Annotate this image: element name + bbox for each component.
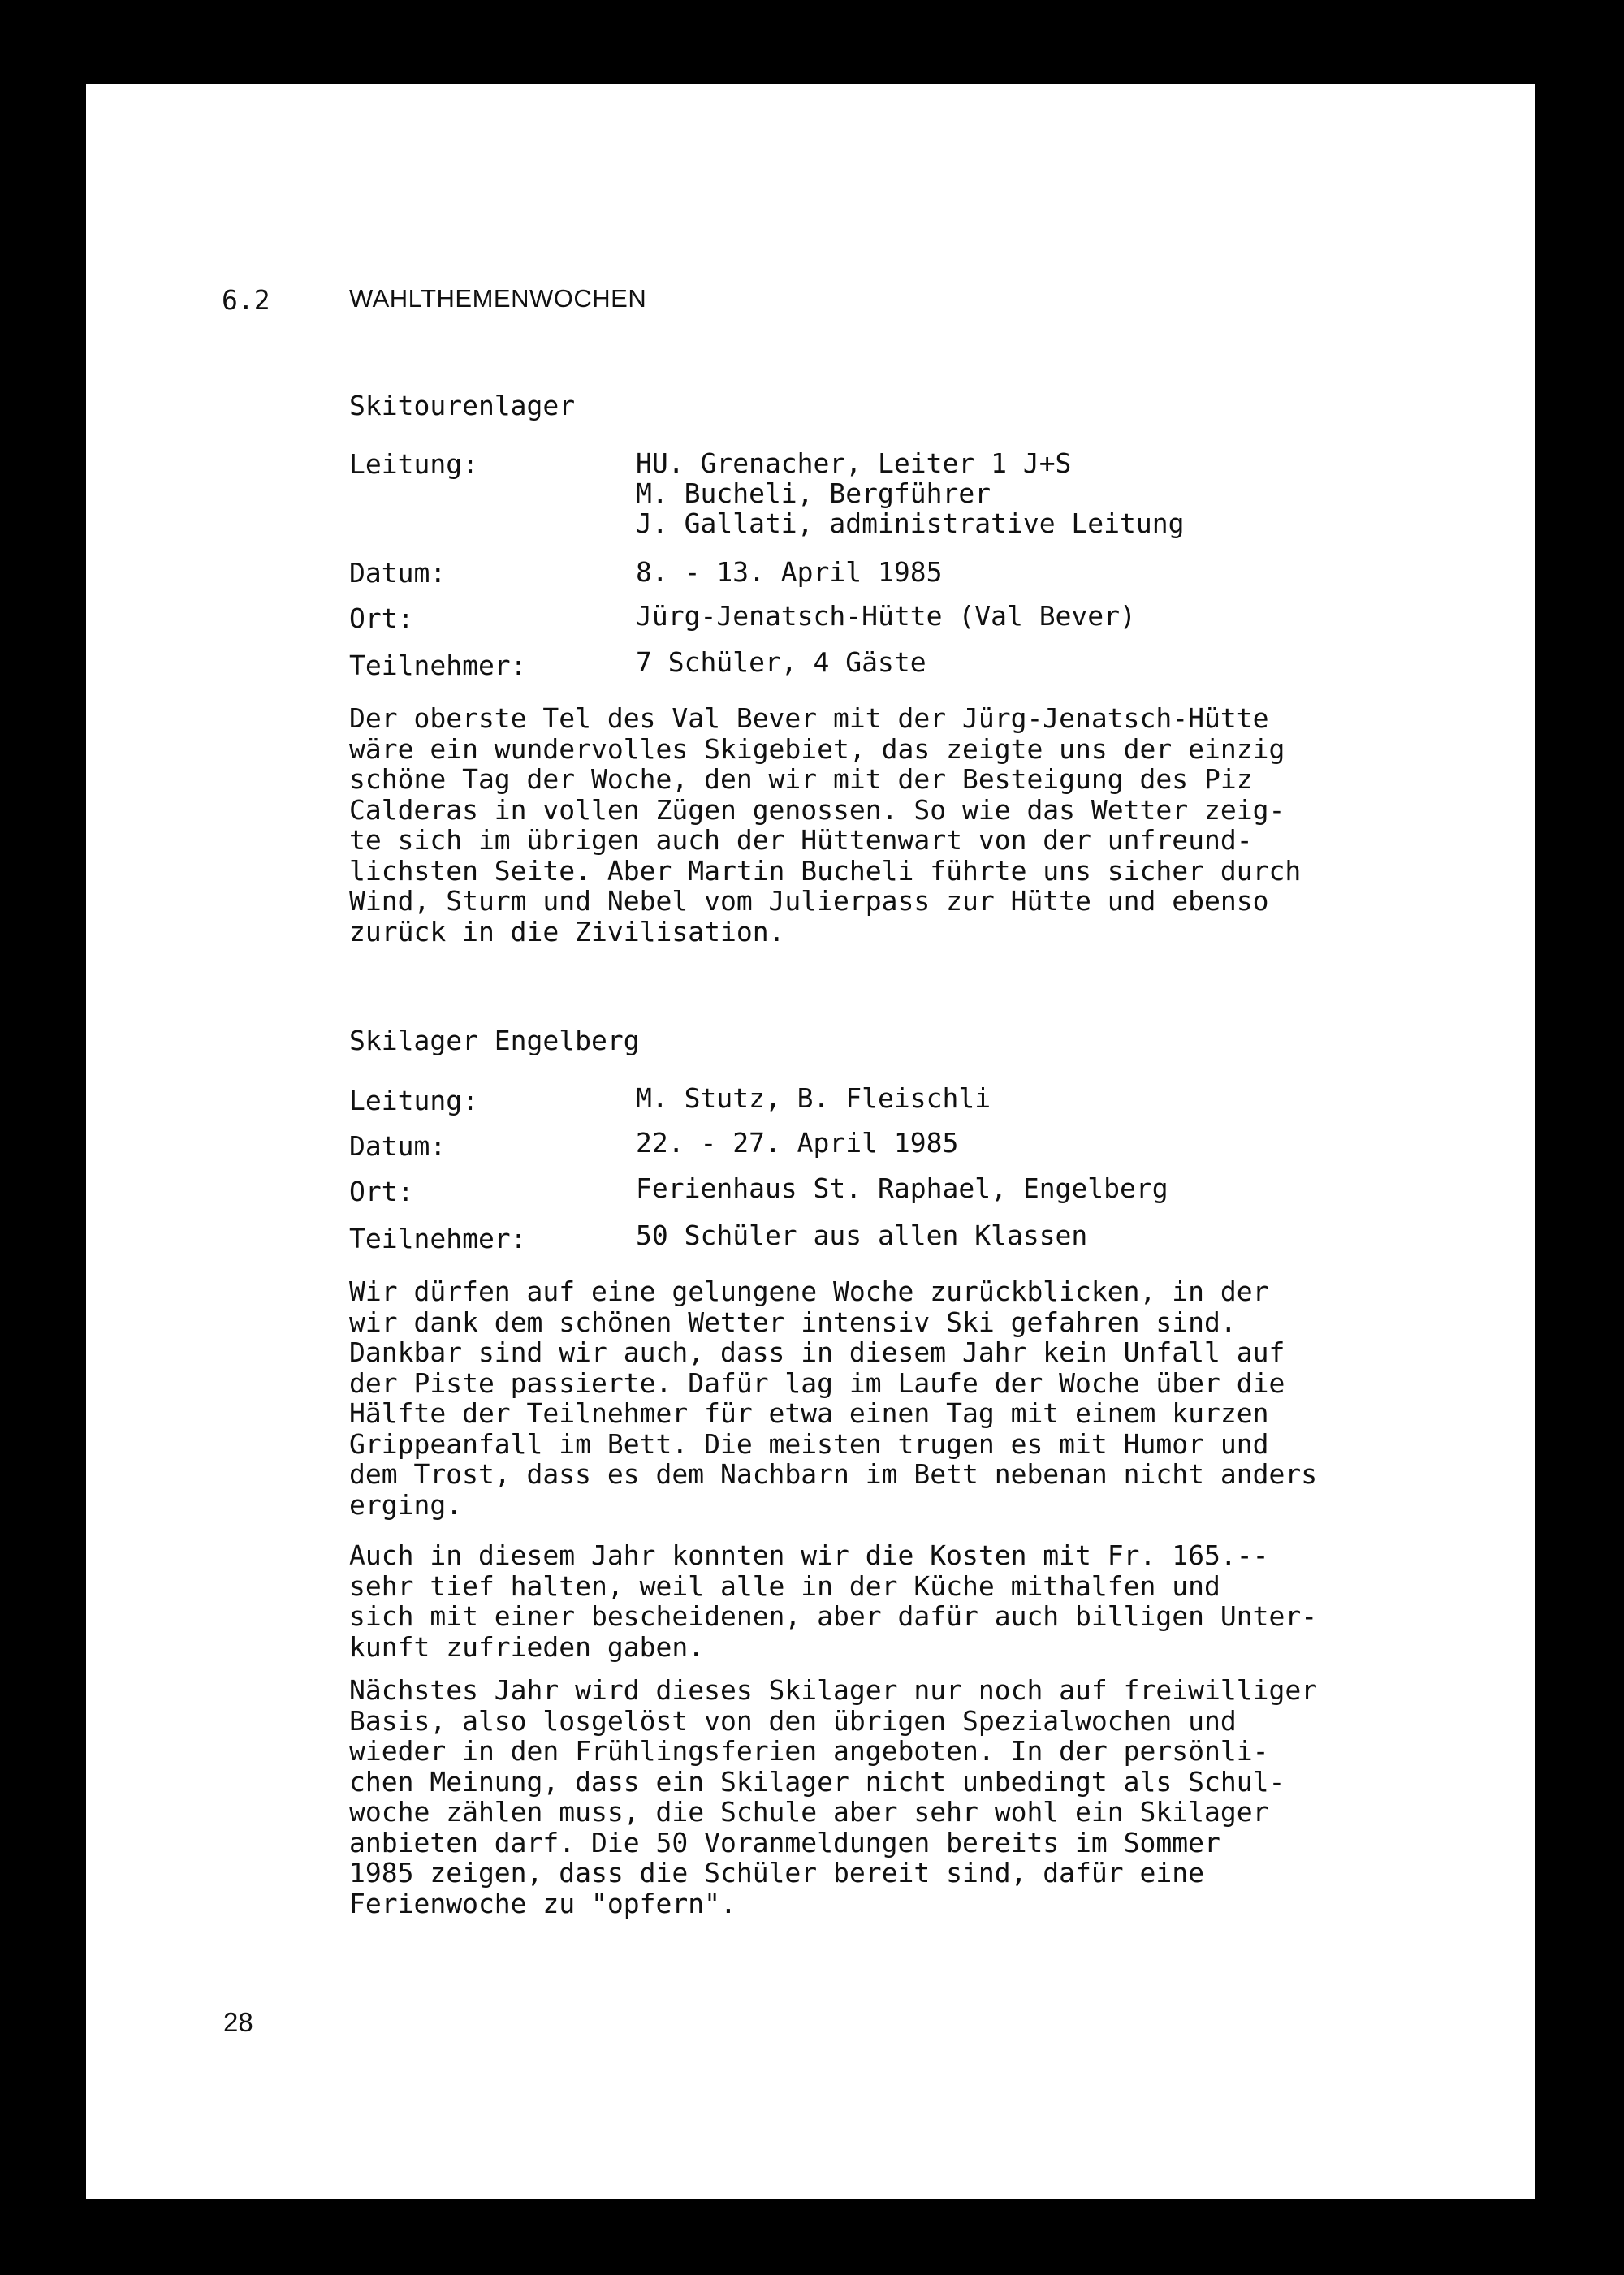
field-label-leitung: Leitung:: [349, 1085, 478, 1116]
paragraph: Nächstes Jahr wird dieses Skilager nur noch auf freiwilliger Basis, also losgelöst von den übrigen Spezialwochen und wieder in den Frühlingsferien angeboten. In der persönli- chen Meinung, dass ein Skilager nicht unbedingt als Schul- woche zählen muss, die Schule aber sehr wohl ein Skilager anbieten darf. Die 50 Voranmeldungen bereits im Sommer 1985 zeigen, dass die Schüler bereit sind, dafür eine Ferienwoche zu "opfern".: [349, 1674, 1318, 1919]
paragraph: Wir dürfen auf eine gelungene Woche zurückblicken, in der wir dank dem schönen Wetter intensiv Ski gefahren sind. Dankbar sind wir auch, dass in diesem Jahr kein Unfall auf der Piste passierte. Dafür lag im Laufe der Woche über die Hälfte der Teilnehmer für etwa einen Tag mit einem kurzen Grippeanfall im Bett. Die meisten trugen es mit Humor und dem Trost, dass es dem Nachbarn im Bett nebenan nicht anders erging.: [349, 1276, 1318, 1521]
chapter-title: WAHLTHEMENWOCHEN: [349, 284, 647, 313]
field-value-leitung: HU. Grenacher, Leiter 1 J+S M. Bucheli, Bergführer J. Gallati, administrative Leitung: [636, 447, 1185, 539]
section-title: Skilager Engelberg: [349, 1025, 640, 1056]
field-label-teilnehmer: Teilnehmer:: [349, 1223, 527, 1254]
field-value-leitung: M. Stutz, B. Fleischli: [636, 1082, 991, 1114]
field-value-ort: Ferienhaus St. Raphael, Engelberg: [636, 1172, 1168, 1204]
field-label-datum: Datum:: [349, 1130, 447, 1162]
section-title: Skitourenlager: [349, 390, 576, 421]
field-value-datum: 22. - 27. April 1985: [636, 1127, 959, 1159]
field-label-leitung: Leitung:: [349, 448, 478, 480]
field-value-teilnehmer: 50 Schüler aus allen Klassen: [636, 1220, 1088, 1251]
chapter-number: 6.2: [222, 284, 270, 316]
field-value-teilnehmer: 7 Schüler, 4 Gäste: [636, 646, 926, 678]
field-label-datum: Datum:: [349, 557, 447, 589]
document-page: [86, 84, 1535, 2199]
field-label-ort: Ort:: [349, 602, 414, 634]
paragraph: Der oberste Tel des Val Bever mit der Jürg-Jenatsch-Hütte wäre ein wundervolles Skigebiet, das zeigte uns der einzig schöne Tag der Woche, den wir mit der Besteigung des Piz Calderas in vollen Zügen genossen. So wie das Wetter zeig- te sich im übrigen auch der Hüttenwart von der unfreund- lichsten Seite. Aber Martin Bucheli führte uns sicher durch Wind, Sturm und Nebel vom Julierpass zur Hütte und ebenso zurück in die Zivilisation.: [349, 702, 1302, 948]
page-number: 28: [223, 2007, 253, 2037]
field-label-teilnehmer: Teilnehmer:: [349, 650, 527, 681]
paragraph: Auch in diesem Jahr konnten wir die Kosten mit Fr. 165.-- sehr tief halten, weil alle in der Küche mithalfen und sich mit einer bescheidenen, aber dafür auch billigen Unter- kunft zufrieden gaben.: [349, 1539, 1318, 1663]
field-value-datum: 8. - 13. April 1985: [636, 556, 943, 588]
field-label-ort: Ort:: [349, 1176, 414, 1207]
field-value-ort: Jürg-Jenatsch-Hütte (Val Bever): [636, 600, 1136, 632]
